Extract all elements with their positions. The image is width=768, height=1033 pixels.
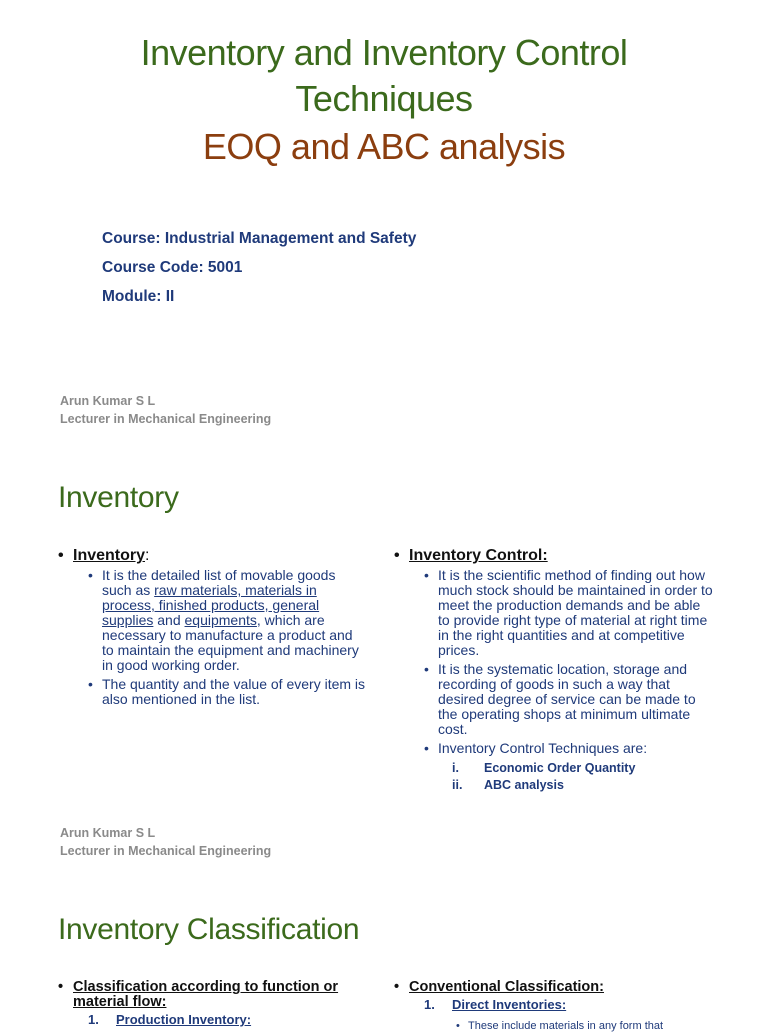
course-info	[102, 228, 416, 315]
bullet-icon: •	[58, 979, 64, 995]
techniques-list	[394, 760, 714, 794]
bullet-icon: •	[456, 1020, 460, 1032]
item-number: 1.	[424, 997, 435, 1012]
technique-label: ABC analysis	[484, 778, 564, 792]
direct-inventories-item	[394, 997, 724, 1013]
course-code: Course Code: 5001	[102, 259, 243, 276]
bullet-icon: •	[424, 740, 429, 756]
inventory-point-2	[58, 677, 368, 707]
technique-number: i.	[452, 761, 459, 775]
technique-label: Economic Order Quantity	[484, 761, 636, 775]
inventory-column	[58, 546, 368, 711]
slide-heading: Inventory	[58, 481, 179, 514]
slide-subtitle: EOQ and ABC analysis	[202, 126, 566, 167]
point-text: and	[153, 612, 185, 628]
function-classification-label: Classification according to function or material flow:	[73, 979, 339, 1010]
inventory-label: Inventory	[73, 547, 146, 564]
title-line-1: Inventory and Inventory Control	[140, 32, 628, 73]
author-name: Arun Kumar S L	[60, 394, 156, 408]
point-underlined-text: equipments	[184, 612, 257, 628]
point-text: It is the scientific method of finding out how much stock should be maintained in order to meet the production demands and be able to provide right type of material at right time in the right quantities and at competitive prices.	[438, 567, 713, 658]
author-role: Lecturer in Mechanical Engineering	[60, 844, 272, 858]
control-point-3	[394, 741, 714, 756]
bullet-icon: •	[88, 567, 93, 583]
inventory-slide	[0, 440, 768, 872]
technique-number: ii.	[452, 778, 463, 792]
inventory-classification-slide	[0, 872, 768, 1032]
title-line-2: Techniques	[295, 78, 473, 119]
item-number: 1.	[88, 1012, 99, 1027]
item-label: Production Inventory:	[116, 1012, 252, 1027]
inventory-bullet	[58, 546, 368, 566]
bullet-icon: •	[58, 547, 64, 564]
course-name: Course: Industrial Management and Safety	[102, 230, 417, 247]
inventory-control-bullet	[394, 546, 714, 566]
point-text: The quantity and the value of every item is also mentioned in the list.	[102, 676, 366, 707]
control-point-2	[394, 662, 714, 737]
bullet-icon: •	[394, 979, 400, 995]
production-inventory-item	[58, 1012, 368, 1028]
bullet-icon: •	[88, 676, 93, 692]
point-text: Inventory Control Techniques are:	[438, 740, 648, 756]
title-slide	[0, 0, 768, 440]
point-text: It is the systematic location, storage and recording of goods in such a way that desired degree of service can be made to the operating shops at minimum ultimate cost.	[438, 661, 696, 737]
conventional-classification-label: Conventional Classification:	[409, 979, 604, 995]
slide-title	[0, 30, 768, 122]
subpoint-text: These include materials in any form that	[468, 1020, 664, 1032]
author-role: Lecturer in Mechanical Engineering	[60, 412, 272, 426]
function-classification-column	[58, 980, 368, 1028]
author-name: Arun Kumar S L	[60, 826, 156, 840]
inventory-point-1	[58, 568, 368, 673]
direct-inventories-subpoint	[394, 1019, 724, 1033]
item-label: Direct Inventories:	[452, 997, 567, 1012]
author-block	[60, 392, 271, 428]
bullet-icon: •	[424, 567, 429, 583]
inventory-colon: :	[145, 547, 150, 564]
bullet-icon: •	[424, 661, 429, 677]
point-text: , which are necessary to manufacture a product and to maintain the equipment and machinery in good working order.	[102, 612, 359, 673]
conventional-classification-column	[394, 980, 724, 1033]
function-classification-bullet	[58, 980, 368, 1010]
slide-heading: Inventory Classification	[58, 913, 360, 946]
inventory-control-column	[394, 546, 714, 794]
author-block	[60, 824, 271, 860]
technique-item	[394, 760, 714, 777]
technique-item	[394, 777, 714, 794]
module-label: Module: II	[102, 288, 175, 305]
bullet-icon: •	[394, 547, 400, 564]
inventory-control-label: Inventory Control:	[409, 547, 548, 564]
point-underlined-text: raw materials, materials in process, finished products, general supplies	[102, 582, 320, 628]
conventional-classification-bullet	[394, 980, 724, 995]
control-point-1	[394, 568, 714, 658]
point-text: It is the detailed list of movable goods such as	[102, 567, 336, 598]
